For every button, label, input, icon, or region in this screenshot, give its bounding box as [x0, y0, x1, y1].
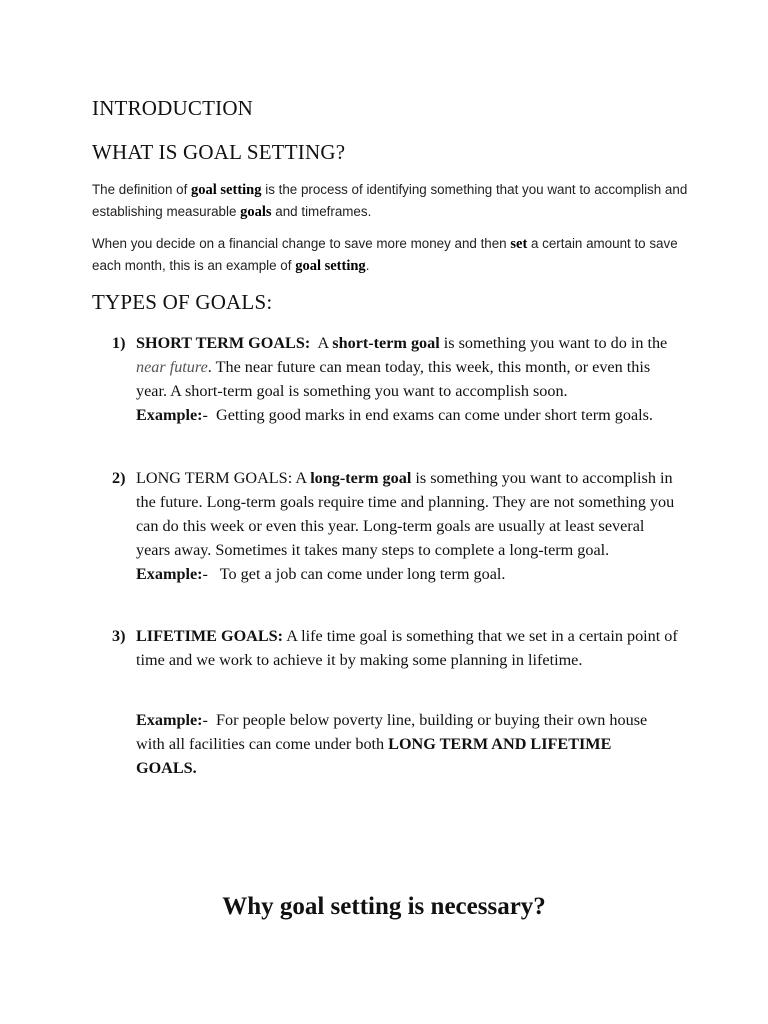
- heading-what-is-goal-setting: WHAT IS GOAL SETTING?: [92, 140, 346, 164]
- text: . The near future can mean today, this week, this month, or even this year. A short-term goal is something you want to accomplish soon.: [136, 358, 651, 400]
- text: : A: [287, 469, 311, 487]
- paragraph-example: [92, 233, 692, 277]
- list-item-body: [136, 624, 682, 672]
- list-item-lifetime: [112, 624, 682, 672]
- paragraph-definition: [92, 179, 692, 223]
- bold-text: goal setting: [191, 182, 262, 198]
- example-text: - For people below poverty line, building or buying their own house with all facilities can come under both: [136, 711, 652, 753]
- bold-text: LONG TERM AND LIFETIME GOALS.: [136, 735, 612, 777]
- heading-introduction: INTRODUCTION: [92, 96, 254, 120]
- text: is something you want to do in the: [439, 334, 668, 352]
- bold-text: goals: [240, 204, 272, 220]
- example-text: - Getting good marks in end exams can come under short term goals.: [202, 406, 653, 424]
- heading-types-of-goals: TYPES OF GOALS:: [92, 290, 273, 314]
- list-item-short-term: [112, 331, 682, 427]
- list-item-long-term: [112, 466, 682, 586]
- text: is something you want to accomplish in the future. Long-term goals require time and planning. They are not something you can do this week or even this year. Long-term goals are usually at least several years away. Sometimes it takes many steps to complete a long-term goal.: [136, 469, 675, 559]
- list-item-body: [136, 466, 682, 586]
- goal-title: LIFETIME GOALS:: [136, 627, 284, 645]
- goal-title: SHORT TERM GOALS:: [136, 334, 311, 352]
- example-label: Example:: [136, 406, 203, 424]
- example-label: Example:: [136, 711, 203, 729]
- goal-title: LONG TERM GOALS: [136, 469, 288, 487]
- list-number: 1): [112, 334, 126, 352]
- list-number: 2): [112, 469, 126, 487]
- text: When you decide on a financial change to save more money and then: [92, 236, 511, 251]
- text: a certain amount to save each month, this is an example of: [92, 236, 678, 273]
- text: and timeframes.: [271, 204, 372, 219]
- example-lifetime: [136, 708, 676, 780]
- list-item-body: [136, 331, 682, 427]
- italic-text: near future: [136, 358, 208, 376]
- bold-text: set: [510, 236, 528, 252]
- example-text: - To get a job can come under long term goal.: [202, 565, 506, 583]
- text: The definition of: [92, 182, 192, 197]
- example-label: Example:: [136, 565, 203, 583]
- bold-text: short-term goal: [332, 334, 440, 352]
- text: A: [310, 334, 333, 352]
- bold-text: goal setting: [295, 258, 366, 274]
- bold-text: long-term goal: [310, 469, 412, 487]
- heading-why-goal-setting: Why goal setting is necessary?: [222, 893, 546, 920]
- text: A life time goal is something that we set in a certain point of time and we work to achieve it by making some planning in lifetime.: [136, 627, 678, 669]
- text: is the process of identifying something that you want to accomplish and establishing measurable: [92, 182, 688, 219]
- list-number: 3): [112, 627, 126, 645]
- text: .: [365, 258, 370, 273]
